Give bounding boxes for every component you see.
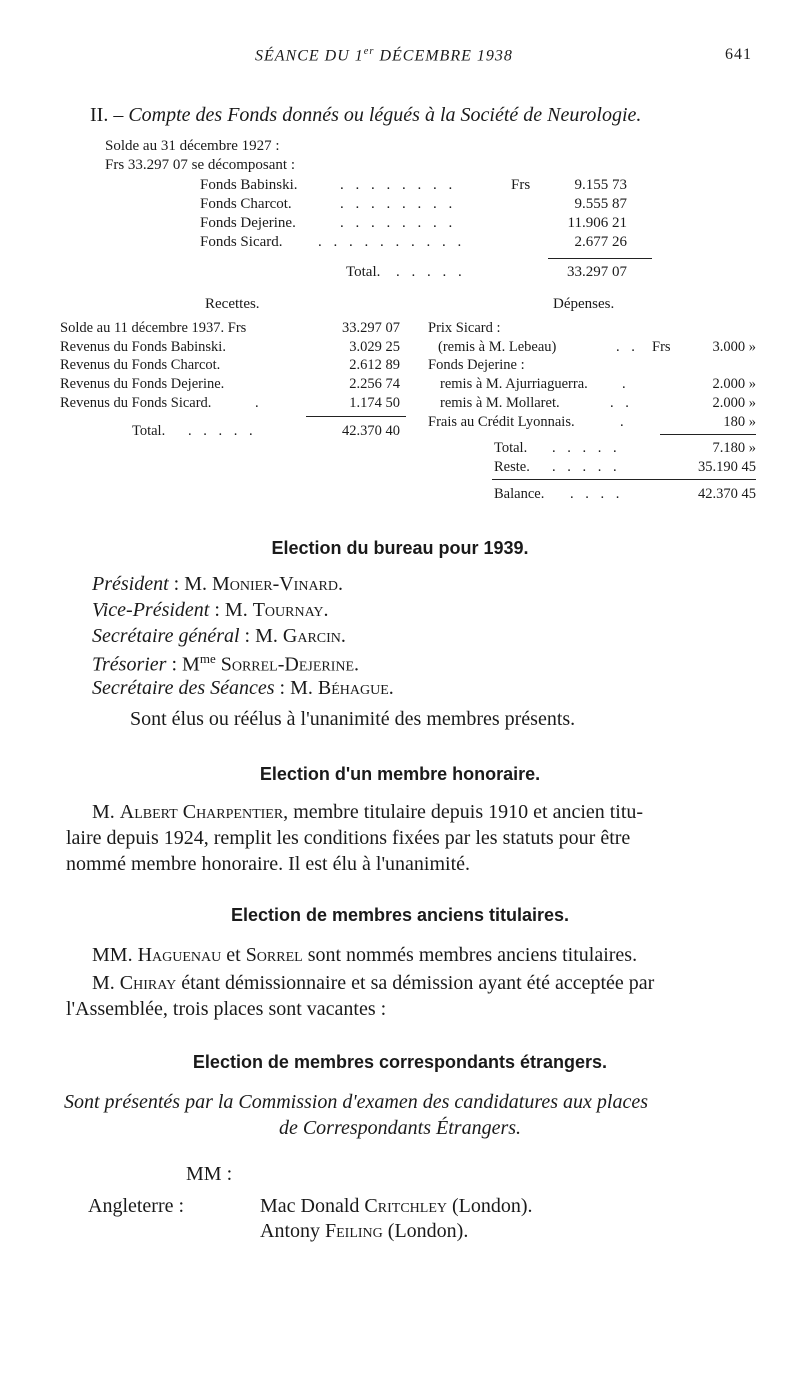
fonds-amount-charcot: 9.555 87 bbox=[574, 196, 627, 212]
tresorier-name: Sorrel-Dejerine. bbox=[220, 653, 360, 676]
fonds-dots-sicard: . . . . . . . . . . bbox=[318, 234, 466, 250]
depenses-reste-amount: 35.190 45 bbox=[698, 459, 756, 475]
recettes-label-4: Revenus du Fonds Sicard. bbox=[60, 395, 212, 411]
seances-name: Béhague. bbox=[317, 677, 394, 699]
tresorier-title-sup: me bbox=[199, 651, 216, 666]
depenses-dots-lebeau: . . bbox=[616, 339, 639, 355]
compte-heading-num: II. – bbox=[90, 104, 124, 126]
depenses-balance-rule bbox=[492, 479, 756, 480]
bureau-president: Président : M. Monier-Vinard. bbox=[92, 573, 344, 595]
fonds-dots-charcot: . . . . . . . . bbox=[340, 196, 457, 212]
candidate-2-first: Antony bbox=[260, 1220, 320, 1242]
compte-heading-text: Compte des Fonds donnés ou légués à la Société de Neurologie. bbox=[128, 104, 642, 126]
candidate-2 bbox=[260, 1220, 468, 1243]
anciens-line1-rest: sont nommés membres anciens titulaires. bbox=[307, 944, 638, 966]
correspondants-mm: MM : bbox=[186, 1163, 233, 1185]
honoraire-line1 bbox=[92, 801, 643, 824]
anciens-name3: Chiray bbox=[119, 972, 177, 994]
anciens-heading: Election de membres anciens titulaires. bbox=[230, 905, 570, 925]
recettes-label-3: Revenus du Fonds Dejerine. bbox=[60, 376, 225, 392]
depenses-reste-label: Reste. bbox=[494, 459, 530, 475]
solde-line: Solde au 31 décembre 1927 : bbox=[105, 138, 280, 154]
recettes-amount-1: 3.029 25 bbox=[349, 339, 400, 355]
depenses-mollaret-amount: 2.000 » bbox=[712, 395, 756, 411]
recettes-amount-4: 1.174 50 bbox=[349, 395, 400, 411]
header-title-pre: SÉANCE DU 1 bbox=[255, 47, 364, 65]
recettes-amount-0: 33.297 07 bbox=[342, 320, 400, 336]
recettes-total-rule bbox=[306, 416, 406, 417]
depenses-balance-dots: . . . . bbox=[570, 486, 624, 502]
correspondants-heading: Election de membres correspondants étrangers. bbox=[192, 1052, 608, 1072]
secretaire-m: M. bbox=[255, 625, 278, 647]
recettes-total-amount: 42.370 40 bbox=[342, 423, 400, 439]
bureau-elus: Sont élus ou réélus à l'unanimité des membres présents. bbox=[130, 708, 576, 730]
tresorier-title: M bbox=[182, 653, 200, 676]
correspondants-line1: Sont présentés par la Commission d'examen des candidatures aux places bbox=[64, 1091, 649, 1113]
fonds-currency: Frs bbox=[511, 177, 531, 193]
anciens-line2 bbox=[92, 972, 654, 995]
depenses-remis-mollaret: remis à M. Mollaret. bbox=[440, 395, 560, 411]
candidate-1 bbox=[260, 1195, 533, 1218]
fonds-label-charcot: Fonds Charcot. bbox=[200, 196, 292, 212]
header-title-post: DÉCEMBRE 1938 bbox=[374, 47, 513, 65]
depenses-balance-label: Balance. bbox=[494, 486, 545, 502]
recettes-label-1: Revenus du Fonds Babinski. bbox=[60, 339, 226, 355]
vice-m: M. bbox=[224, 599, 248, 621]
recettes-dots-4: . bbox=[255, 395, 263, 411]
depenses-heading: Dépenses. bbox=[553, 296, 615, 312]
bureau-heading: Election du bureau pour 1939. bbox=[271, 538, 529, 558]
fonds-amount-babinski: 9.155 73 bbox=[574, 177, 627, 193]
fonds-total-amount: 33.297 07 bbox=[567, 264, 627, 280]
fonds-amount-sicard: 2.677 26 bbox=[574, 234, 627, 250]
fonds-amount-dejerine: 11.906 21 bbox=[567, 215, 627, 231]
depenses-lebeau-currency: Frs bbox=[652, 339, 671, 355]
vice-role: Vice-Président bbox=[92, 599, 210, 621]
depenses-balance-amount: 42.370 45 bbox=[698, 486, 756, 502]
depenses-remis-ajurriaguerra: remis à M. Ajurriaguerra. bbox=[440, 376, 588, 392]
bureau-vice-president: Vice-Président : M. Tournay. bbox=[92, 599, 329, 621]
depenses-dots-frais: . bbox=[620, 414, 628, 430]
depenses-dots-ajurriaguerra: . bbox=[622, 376, 630, 392]
vice-name: Tournay. bbox=[252, 599, 329, 621]
fonds-label-dejerine: Fonds Dejerine. bbox=[200, 215, 296, 231]
honoraire-line1-rest: membre titulaire depuis 1910 et ancien titu- bbox=[293, 801, 644, 823]
fonds-total-rule bbox=[548, 258, 652, 259]
depenses-frais-amount: 180 » bbox=[723, 414, 756, 430]
header-title-sup: er bbox=[363, 46, 375, 57]
fonds-label-sicard: Fonds Sicard. bbox=[200, 234, 283, 250]
recettes-label-0: Solde au 11 décembre 1937. Frs bbox=[60, 320, 247, 336]
running-header-title bbox=[255, 46, 513, 65]
president-m: M. bbox=[184, 573, 208, 595]
depenses-total-dots: . . . . . bbox=[552, 440, 621, 456]
depenses-total-amount: 7.180 » bbox=[712, 440, 756, 456]
depenses-total-rule bbox=[660, 434, 756, 435]
candidate-1-first: Mac Donald bbox=[260, 1195, 360, 1217]
bureau-tresorier: Trésorier : $M^{me}$ Sorrel-Dejerine. bbox=[92, 651, 360, 676]
recettes-total-label: Total. bbox=[132, 423, 166, 439]
anciens-et: et bbox=[226, 944, 241, 966]
candidate-1-last: Critchley bbox=[364, 1195, 447, 1217]
candidate-2-city: (London). bbox=[387, 1220, 469, 1242]
depenses-reste-dots: . . . . . bbox=[552, 459, 621, 475]
depenses-dots-mollaret: . . bbox=[610, 395, 633, 411]
compte-heading bbox=[90, 104, 641, 127]
anciens-line3: l'Assemblée, trois places sont vacantes : bbox=[66, 998, 387, 1020]
fonds-total-label: Total. bbox=[346, 264, 381, 280]
honoraire-line3: nommé membre honoraire. Il est élu à l'unanimité. bbox=[66, 853, 471, 875]
president-name: Monier-Vinard. bbox=[212, 573, 344, 595]
depenses-remis-lebeau: (remis à M. Lebeau) bbox=[438, 339, 557, 355]
honoraire-heading: Election d'un membre honoraire. bbox=[259, 764, 541, 784]
seances-role: Secrétaire des Séances bbox=[92, 677, 275, 699]
depenses-total-label: Total. bbox=[494, 440, 528, 456]
depenses-ajurriaguerra-amount: 2.000 » bbox=[712, 376, 756, 392]
depenses-prix-sicard: Prix Sicard : bbox=[428, 320, 501, 336]
candidate-1-city: (London). bbox=[451, 1195, 533, 1217]
fonds-dots-dejerine: . . . . . . . . bbox=[340, 215, 457, 231]
recettes-label-2: Revenus du Fonds Charcot. bbox=[60, 357, 221, 373]
recettes-total-dots: . . . . . bbox=[188, 423, 257, 439]
depenses-frais: Frais au Crédit Lyonnais. bbox=[428, 414, 575, 430]
president-role: Président bbox=[92, 573, 169, 595]
anciens-mm: MM. bbox=[92, 944, 133, 966]
honoraire-name: Albert Charpentier, bbox=[119, 801, 289, 823]
depenses-lebeau-amount: 3.000 » bbox=[712, 339, 756, 355]
frs-line: Frs 33.297 07 se décomposant : bbox=[105, 157, 295, 173]
depenses-fonds-dejerine: Fonds Dejerine : bbox=[428, 357, 525, 373]
anciens-line2-rest: étant démissionnaire et sa démission ayant été acceptée par bbox=[181, 972, 655, 994]
fonds-total-dots: . . . . . bbox=[396, 264, 466, 280]
anciens-name2: Sorrel bbox=[245, 944, 303, 966]
anciens-m: M. bbox=[92, 972, 115, 994]
correspondants-country: Angleterre : bbox=[88, 1195, 185, 1217]
secretaire-role: Secrétaire général bbox=[92, 625, 240, 647]
recettes-amount-3: 2.256 74 bbox=[349, 376, 400, 392]
honoraire-line2: laire depuis 1924, remplit les conditions fixées par les statuts pour être bbox=[66, 827, 631, 849]
honoraire-m: M. bbox=[92, 801, 115, 823]
anciens-name1: Haguenau bbox=[137, 944, 222, 966]
fonds-dots-babinski: . . . . . . . . bbox=[340, 177, 457, 193]
fonds-label-babinski: Fonds Babinski. bbox=[200, 177, 298, 193]
secretaire-name: Garcin. bbox=[282, 625, 346, 647]
page-number: 641 bbox=[725, 46, 752, 63]
bureau-seances: Secrétaire des Séances : M. Béhague. bbox=[92, 677, 394, 699]
bureau-secretaire: Secrétaire général : M. Garcin. bbox=[92, 625, 346, 647]
candidate-2-last: Feiling bbox=[325, 1220, 383, 1242]
recettes-amount-2: 2.612 89 bbox=[349, 357, 400, 373]
seances-m: M. bbox=[290, 677, 313, 699]
tresorier-role: Trésorier bbox=[92, 653, 167, 676]
anciens-line1 bbox=[92, 944, 637, 967]
correspondants-line2: de Correspondants Étrangers. bbox=[278, 1117, 522, 1139]
recettes-heading: Recettes. bbox=[205, 296, 260, 312]
